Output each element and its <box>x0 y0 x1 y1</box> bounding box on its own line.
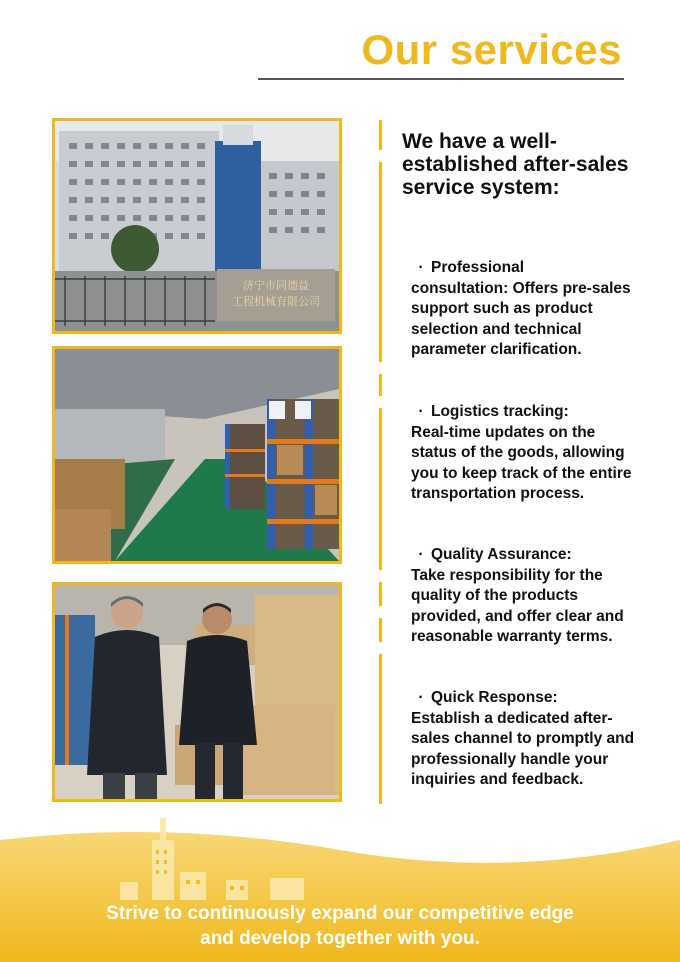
footer-line-1: Strive to continuously expand our competitive edge <box>106 903 574 924</box>
bullet-icon: · <box>418 689 424 706</box>
factory-building-photo <box>52 118 342 334</box>
service-logistics-tracking <box>411 402 641 505</box>
accent-line-segment <box>379 162 382 362</box>
service-name: Logistics tracking: <box>431 403 569 420</box>
inspection-photo <box>52 582 342 802</box>
service-description: consultation: Offers pre-sales support such as product selection and technical parameter clarification. <box>411 279 631 358</box>
page-title: Our services <box>361 26 622 73</box>
service-quick-response <box>411 688 641 791</box>
factory-sign-line2: 工程机械有限公司 <box>232 295 320 308</box>
factory-sign-line1: 济宁市同德益 <box>243 279 309 292</box>
accent-line-segment <box>379 654 382 804</box>
services-heading: We have a well-established after-sales service system: <box>402 130 629 199</box>
service-description: Establish a dedicated after-sales channel to promptly and professionally handle your inquiries and feedback. <box>411 709 635 788</box>
service-name: Quick Response: <box>431 689 558 706</box>
bullet-icon: · <box>418 546 424 563</box>
service-name: Professional <box>431 259 525 276</box>
footer-line-2: and develop together with you. <box>200 928 480 949</box>
accent-line-segment <box>379 408 382 570</box>
service-professional-consultation <box>411 258 641 361</box>
accent-line-segment <box>379 582 382 606</box>
accent-line-segment <box>379 618 382 642</box>
bullet-icon: · <box>418 259 424 276</box>
accent-line-segment <box>379 374 382 396</box>
accent-line-segment <box>379 120 382 150</box>
footer-slogan <box>0 901 680 951</box>
bullet-icon: · <box>418 403 424 420</box>
service-description: Real-time updates on the status of the goods, allowing you to keep track of the entire transportation process. <box>411 423 632 502</box>
warehouse-photo <box>52 346 342 564</box>
service-description: Take responsibility for the quality of the products provided, and offer clear and reasonable warranty terms. <box>411 566 624 645</box>
service-name: Quality Assurance: <box>431 546 572 563</box>
title-underline <box>258 78 624 80</box>
service-quality-assurance <box>411 545 641 648</box>
